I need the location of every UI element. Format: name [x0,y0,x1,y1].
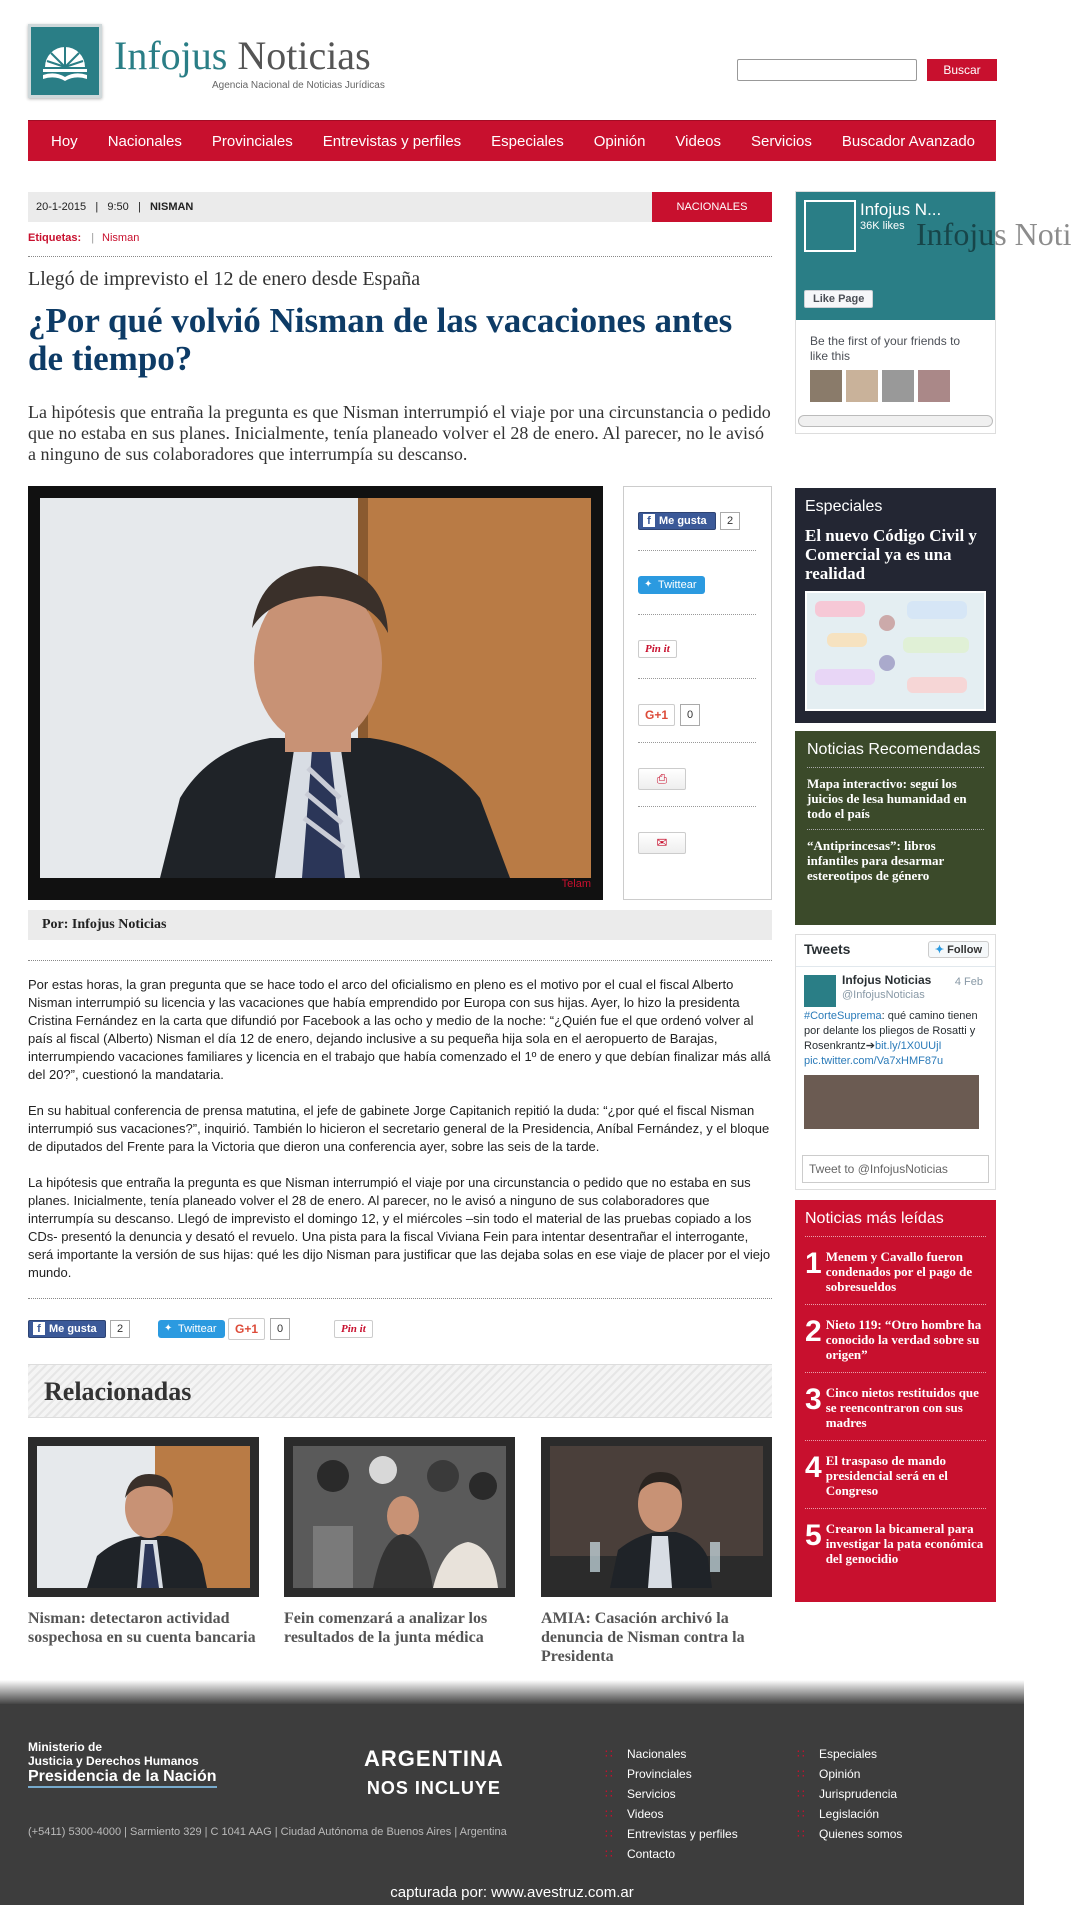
nav-item-entrevistas[interactable]: Entrevistas y perfiles [322,133,462,150]
facebook-like-button[interactable]: f Me gusta [638,512,716,530]
share-inline-bar [28,1318,772,1342]
especiales-feature-image[interactable] [805,591,986,711]
tweet-date[interactable]: 4 Feb [954,976,983,988]
especiales-feature-title[interactable]: El nuevo Código Civil y Comercial ya es una realidad [805,526,977,583]
footer-link[interactable]: ∷ Contacto [605,1844,738,1864]
facebook-like-page-button[interactable]: Like Page [804,290,873,308]
article-headline: ¿Por qué volvió Nisman de las vacaciones antes de tiempo? [28,301,733,378]
avatar[interactable] [882,370,914,402]
tag-link[interactable]: Nisman [102,232,140,244]
facebook-like-count: 2 [720,512,740,530]
tags-label: Etiquetas: [28,232,82,244]
rank-number: 1 [805,1247,822,1280]
footer-links-col1 [605,1744,738,1864]
google-plus-count: 0 [680,704,700,726]
nav-item-videos[interactable]: Videos [675,133,722,150]
recommended-item[interactable]: “Antiprincesas”: libros infantiles para desarmar estereotipos de género [807,838,944,883]
article-subtitle: Llegó de imprevisto el 12 de enero desde España [28,268,421,290]
most-read-link[interactable]: Nieto 119: “Otro hombre ha conocido la verdad sobre su origen” [825,1317,982,1362]
site-logo-icon[interactable] [28,24,102,98]
nav-item-opinion[interactable]: Opinión [593,133,646,150]
tweet-pic-link[interactable]: pic.twitter.com/Va7xHMF87u [804,1055,944,1067]
pinterest-button[interactable]: Pin it [638,640,677,658]
site-header [28,24,996,102]
google-plus-button[interactable]: G+1 [638,704,675,726]
avatar[interactable] [846,370,878,402]
capture-watermark: capturada por: www.avestruz.com.ar [390,1884,634,1901]
avatar[interactable] [804,975,836,1007]
nav-item-servicios[interactable]: Servicios [751,133,812,150]
article-author: Por: Infojus Noticias [28,910,772,940]
photo-credit: Telam [561,878,591,890]
footer-link[interactable]: ∷ Nacionales [605,1744,738,1764]
google-plus-count: 0 [270,1318,290,1340]
related-image[interactable] [284,1437,515,1597]
tweet-hashtag[interactable]: #CorteSuprema [804,1010,882,1022]
twitter-widget [795,934,996,1190]
rank-number: 5 [805,1519,822,1552]
ministry-logo[interactable]: Ministerio de Justicia y Derechos Humanos Presidencia de la Nación [28,1740,217,1788]
article-paragraph: La hipótesis que entraña la pregunta es que Nisman interrumpió el viaje por una circunstancia o pedido que no estaba en sus planes. Inicialmente, tenía planeado volver el 28 de enero. Al parecer, no le avisó a ninguno de sus colaboradores que interrumpía su descanso. Llegó de imprevisto el domingo 12, y el miércoles –sin todo el material de las pruebas copiado a los CDs- presentó la denuncia y desató el revuelo. Una pista para la fiscal Viviana Fein para intentar desentrañar el interrogante, será importante la versión de sus hijas: qué les dijo Nisman para justificar que las dejaba solas en ese viaje de placer por el viejo mundo. [28,1175,771,1280]
avatar[interactable] [918,370,950,402]
related-image[interactable] [541,1437,772,1597]
especiales-title[interactable]: Especiales [805,498,883,515]
tweet-author[interactable]: Infojus Noticias [842,973,932,987]
nisman-portrait-image [40,498,591,878]
related-item[interactable] [284,1437,515,1647]
most-read-link[interactable]: Cinco nietos restituidos que se reencontraron con sus madres [825,1385,979,1430]
site-footer [0,1704,1024,1905]
related-caption[interactable]: AMIA: Casación archivó la denuncia de Nisman contra la Presidenta [541,1610,745,1665]
article-date: 20-1-2015 [36,201,87,213]
most-read-link[interactable]: Menem y Cavallo fueron condenados por el pago de sobresueldos [825,1249,973,1294]
facebook-friends-text: Be the first of your friends to like this [810,334,961,363]
related-item[interactable] [28,1437,259,1647]
most-read-item[interactable] [805,1305,986,1373]
most-read-item[interactable] [805,1509,986,1576]
tweet-link[interactable]: bit.ly/1X0UUjI [874,1040,942,1052]
footer-link[interactable]: ∷ Opinión [797,1764,902,1784]
article-meta: 20-1-2015 | 9:50 | NISMAN [28,192,772,222]
main-nav [28,120,996,161]
article-lead: La hipótesis que entraña la pregunta es que Nisman interrumpió el viaje por una circunstancia o pedido que no estaba en sus planes. Inicialmente, tenía planeado volver el 28 de enero. Al parecer, no le avisó a ninguno de sus colaboradores que interrumpía su descanso. [28,402,771,464]
footer-link[interactable]: ∷ Servicios [605,1784,738,1804]
widget-scrollbar[interactable] [798,415,993,427]
section-badge[interactable]: NACIONALES [652,192,772,222]
facebook-page-widget [795,191,1072,434]
site-title[interactable]: Infojus Noticias [114,33,371,78]
footer-link[interactable]: ∷ Entrevistas y perfiles [605,1824,738,1844]
google-plus-button[interactable]: G+1 [228,1318,265,1340]
most-read-link[interactable]: El traspaso de mando presidencial será en el Congreso [825,1453,948,1498]
nav-item-nacionales[interactable]: Nacionales [107,133,182,150]
footer-links-col2 [797,1744,902,1844]
article-time: 9:50 [107,201,129,213]
footer-address: (+5411) 5300-4000 | Sarmiento 329 | C 1041 AAG | Ciudad Autónoma de Buenos Aires | Argentina [28,1826,507,1838]
most-read-box [795,1200,996,1602]
print-icon[interactable]: ⎙ [638,768,686,790]
rank-number: 3 [805,1383,822,1416]
twitter-share-button[interactable]: ✦ Twittear [158,1320,225,1338]
twitter-bird-icon: ✦ [934,944,945,956]
especiales-box [795,488,996,723]
article-photo [28,486,603,900]
related-caption[interactable]: Fein comenzará a analizar los resultados de la junta médica [284,1610,488,1646]
related-heading: Relacionadas [28,1364,772,1418]
most-read-link[interactable]: Crearon la bicameral para investigar la pata económica del genocidio [825,1521,984,1566]
recommended-item[interactable]: Mapa interactivo: seguí los juicios de lesa humanidad en todo el país [807,768,984,830]
related-image[interactable] [28,1437,259,1597]
most-read-title: Noticias más leídas [805,1210,986,1237]
share-panel [623,486,772,900]
tweet-text: #CorteSuprema: qué camino tienen por delante los pliegos de Rosatti y Rosenkrantz➔bit.ly/1X0UUjI pic.twitter.com/Va7xHMF87u [804,1010,978,1067]
twitter-follow-button[interactable]: ✦ Follow [928,941,989,958]
related-caption[interactable]: Nisman: detectaron actividad sospechosa en su cuenta bancaria [28,1610,256,1646]
argentina-nos-incluye-logo[interactable]: ARGENTINA NOS INCLUYE [364,1746,504,1798]
facebook-likes-count: 36K likes [860,220,905,232]
article-paragraph: En su habitual conferencia de prensa matutina, el jefe de gabinete Jorge Capitanich repitió la duda: “¿por qué el fiscal Nisman interrumpió sus vacaciones?”, inquirió. También lo hicieron el secretario general de la Presidencia, Aníbal Fernández, y el bloque de diputados del Frente para la Victoria que dieron una conferencia ayer, sobre las seis de la tarde. [28,1103,770,1154]
search-input[interactable] [737,59,917,81]
tweet-handle[interactable]: @InfojusNoticias [842,989,925,1001]
facebook-friend-thumbs [796,364,995,408]
recommended-box [795,731,996,925]
article-body [28,976,772,1300]
facebook-like-button[interactable]: f Me gusta [28,1320,106,1338]
avatar[interactable] [810,370,842,402]
article-paragraph: Por estas horas, la gran pregunta que se hace todo el arco del oficialismo en pleno es el motivo por el cual el fiscal Alberto Nisman interrumpió su licencia y las vacaciones que había emprendido por Europa con sus hijas. Ayer, lo hizo la presidenta Cristina Fernández en la carta que difundió por Facebook a las ocho y medio de la noche: “¿Quién fue el que ordenó volver al país al fiscal (Alberto) Nisman el día 12 de enero, dejando inclusive a su pequeña hija sola en el aeropuerto de Barajas, interrumpiendo vacaciones familiares y licencia en el trabajo que había comenzado el 1º de enero y que debían finalizar más allá del 20?”, cuestionó la mandataria. [28,977,771,1082]
nav-item-provinciales[interactable]: Provinciales [211,133,293,150]
twitter-share-button[interactable]: ✦ Twittear [638,576,705,594]
footer-link[interactable]: ∷ Jurisprudencia [797,1784,902,1804]
footer-link[interactable]: ∷ Provinciales [605,1764,738,1784]
facebook-page-avatar[interactable] [804,200,856,252]
facebook-cover[interactable]: Infojus Noti Infojus N... 36K likes Like Page [796,192,995,320]
nav-item-especiales[interactable]: Especiales [491,133,564,150]
tweet[interactable] [796,967,995,1135]
search-button[interactable]: Buscar [927,59,997,81]
tweet-compose-input[interactable]: Tweet to @InfojusNoticias [802,1155,989,1183]
email-icon[interactable]: ✉ [638,832,686,854]
footer-link[interactable]: ∷ Especiales [797,1744,902,1764]
site-tagline: Agencia Nacional de Noticias Jurídicas [212,80,385,91]
most-read-item[interactable] [805,1373,986,1441]
footer-shadow [0,1680,1024,1704]
article-topic[interactable]: NISMAN [149,201,194,213]
pinterest-button[interactable]: Pin it [334,1320,373,1338]
tweet-image[interactable] [804,1075,979,1129]
rank-number: 4 [805,1451,822,1484]
tweets-title: Tweets [804,941,851,957]
related-item[interactable] [541,1437,772,1666]
facebook-page-name[interactable]: Infojus N... [860,200,942,219]
rank-number: 2 [805,1315,822,1348]
footer-link[interactable]: ∷ Videos [605,1804,738,1824]
most-read-item[interactable] [805,1237,986,1305]
tags-row: Etiquetas: | Nisman [28,232,140,244]
nav-item-buscador[interactable]: Buscador Avanzado [841,133,976,150]
footer-link[interactable]: ∷ Legislación [797,1804,902,1824]
nav-item-hoy[interactable]: Hoy [51,133,78,150]
recommended-title: Noticias Recomendadas [807,741,984,768]
footer-link[interactable]: ∷ Quienes somos [797,1824,902,1844]
facebook-like-count: 2 [110,1320,130,1338]
most-read-item[interactable] [805,1441,986,1509]
